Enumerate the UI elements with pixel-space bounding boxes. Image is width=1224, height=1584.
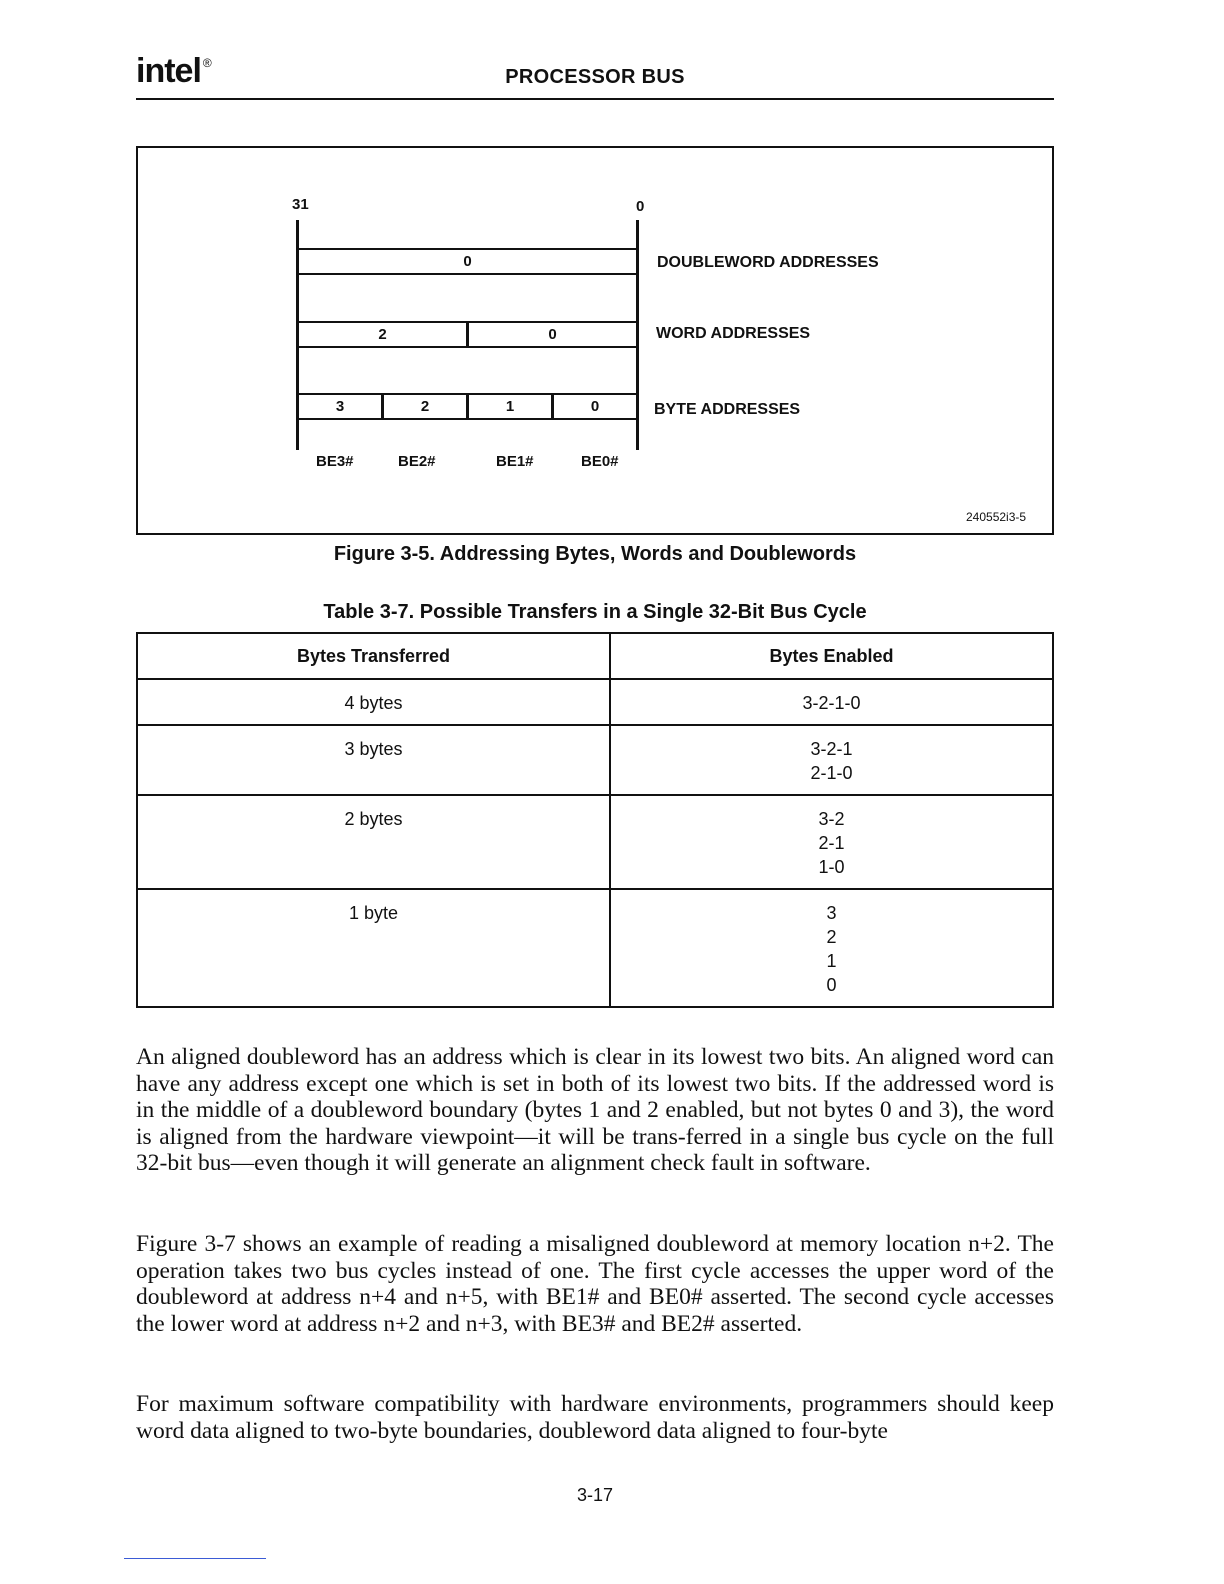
byte-cell-3: 3 bbox=[299, 395, 384, 418]
enabled-value: 3 bbox=[826, 903, 837, 923]
transfers-table bbox=[136, 632, 1054, 1008]
word-cell-2: 2 bbox=[299, 323, 469, 346]
byte-cell-0: 0 bbox=[590, 398, 600, 415]
header-bytes-enabled: Bytes Enabled bbox=[610, 633, 1053, 679]
byte-row bbox=[296, 393, 639, 420]
transferred-cell: 3 bytes bbox=[137, 725, 610, 795]
table-row bbox=[137, 795, 1053, 889]
transferred-cell: 2 bytes bbox=[137, 795, 610, 889]
doubleword-cell: 0 bbox=[463, 253, 472, 270]
bit-31-label: 31 bbox=[292, 196, 309, 213]
enabled-value: 3-2 bbox=[818, 809, 845, 829]
enabled-value: 2-1 bbox=[818, 833, 845, 853]
byte-cell-2: 2 bbox=[384, 395, 469, 418]
bottom-rule bbox=[124, 1558, 266, 1559]
be1-label: BE1# bbox=[496, 453, 534, 470]
bit-0-label: 0 bbox=[636, 198, 645, 215]
enabled-value: 2 bbox=[826, 927, 837, 947]
enabled-value: 0 bbox=[826, 975, 837, 995]
word-row bbox=[296, 321, 639, 348]
enabled-value: 3-2-1-0 bbox=[802, 693, 861, 713]
enabled-value: 2-1-0 bbox=[810, 763, 853, 783]
enabled-value: 3-2-1 bbox=[810, 739, 853, 759]
be3-label: BE3# bbox=[316, 453, 354, 470]
page-number: 3-17 bbox=[576, 1485, 614, 1505]
registered-mark: ® bbox=[202, 56, 211, 70]
transferred-cell: 1 byte bbox=[137, 889, 610, 1007]
doubleword-row bbox=[296, 248, 639, 275]
table-row bbox=[137, 679, 1053, 725]
table-row bbox=[137, 725, 1053, 795]
paragraph-compatibility: For maximum software compatibility with hardware environments, programmers should keep word data aligned to two-byte boundaries, doubleword data aligned to four-byte bbox=[136, 1391, 1054, 1444]
header-bytes-transferred: Bytes Transferred bbox=[137, 633, 610, 679]
be0-label: BE0# bbox=[581, 453, 619, 470]
enabled-cell bbox=[610, 725, 1053, 795]
transferred-cell: 4 bytes bbox=[137, 679, 610, 725]
word-addresses-label: WORD ADDRESSES bbox=[656, 325, 811, 342]
table-title: Table 3-7. Possible Transfers in a Single 32-Bit Bus Cycle bbox=[323, 601, 867, 623]
enabled-cell bbox=[610, 889, 1053, 1007]
figure-code: 240552i3-5 bbox=[966, 510, 1027, 524]
enabled-cell bbox=[610, 795, 1053, 889]
byte-addresses-label: BYTE ADDRESSES bbox=[654, 401, 801, 418]
paragraph-misaligned-example: Figure 3-7 shows an example of reading a misaligned doubleword at memory location n+2. The operation takes two bus cycles instead of one. The first cycle accesses the upper word of the doubleword at address n+4 and n+5, with BE1# and BE0# asserted. The second cycle accesses the lower word at address n+2 and n+3, with BE3# and BE2# asserted. bbox=[136, 1231, 1054, 1337]
enabled-cell bbox=[610, 679, 1053, 725]
logo-text: intel bbox=[136, 52, 201, 90]
byte-cell-1: 1 bbox=[469, 395, 554, 418]
be2-label: BE2# bbox=[398, 453, 436, 470]
enabled-value: 1-0 bbox=[818, 857, 845, 877]
paragraph-alignment: An aligned doubleword has an address which is clear in its lowest two bits. An aligned word can have any address except one which is set in both of its lowest two bits. If the addressed word is in the middle of a doubleword boundary (bytes 1 and 2 enabled, but not bytes 0 and 3), the word is aligned from the hardware viewpoint—it will be trans-ferred in a single bus cycle on the full 32-bit bus—even though it will generate an alignment check fault in software. bbox=[136, 1044, 1054, 1176]
enabled-value: 1 bbox=[826, 951, 837, 971]
figure-caption: Figure 3-5. Addressing Bytes, Words and Doublewords bbox=[333, 543, 857, 565]
table-row bbox=[137, 889, 1053, 1007]
page-header-title: PROCESSOR BUS bbox=[505, 66, 685, 88]
word-cell-0: 0 bbox=[548, 326, 557, 343]
table-header-row bbox=[137, 633, 1053, 679]
doubleword-addresses-label: DOUBLEWORD ADDRESSES bbox=[657, 254, 879, 271]
header-divider bbox=[136, 98, 1054, 100]
